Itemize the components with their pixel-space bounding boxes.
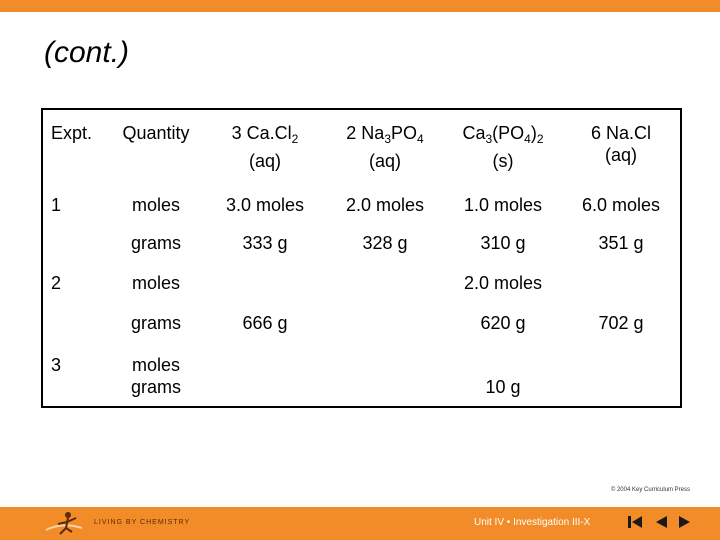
cell-nacl: 702 g [598,313,644,333]
skip-to-start-icon[interactable] [626,514,644,530]
cell-quantity: moles [131,355,180,375]
table-row [42,312,681,354]
cell-ca3po42: 620 g [480,313,526,333]
cell-cacl2: 333 g [242,233,288,253]
previous-icon[interactable] [652,514,670,530]
table-row [42,272,681,312]
table-row [42,376,681,407]
cell-na3po4 [326,354,444,376]
cell-cacl2 [204,272,326,312]
table-row [42,194,681,232]
cell-nacl [562,376,681,407]
header-na3po4: 2 $Na_3PO_4$ (aq) [346,123,424,171]
chemistry-data-table [41,108,682,408]
cell-na3po4: 2.0 moles [345,195,425,215]
copyright-notice: © 2004 Key Curriculum Press [610,487,690,493]
logo-text: LIVING BY CHEMISTRY [94,519,191,526]
table-header-row [42,109,681,194]
cell-quantity: grams [130,377,181,397]
next-icon[interactable] [676,514,694,530]
header-quantity: Quantity [122,123,190,143]
cell-quantity: grams [130,313,181,333]
table-row [42,232,681,272]
cell-cacl2 [204,376,326,407]
cell-cacl2 [204,354,326,376]
cell-nacl [562,354,681,376]
cell-ca3po42: 310 g [480,233,526,253]
cell-na3po4 [326,376,444,407]
header-nacl: 6 Na.Cl (aq) [590,123,652,165]
cell-nacl [562,272,681,312]
unit-navigation-label: Unit IV • Investigation III-X [474,517,591,528]
cell-ca3po42: 1.0 moles [463,195,543,215]
cell-expt [42,312,108,354]
cell-expt: 2 [51,273,62,293]
cell-na3po4 [326,272,444,312]
cell-na3po4: 328 g [362,233,408,253]
header-cacl2: 3 $Ca.Cl_2$ (aq) [231,123,299,171]
top-accent-bar [0,0,720,12]
header-ca3po42: $Ca_3(PO_4)_2$ (s) [462,123,544,171]
cell-expt [42,376,108,407]
cell-nacl: 351 g [598,233,644,253]
cell-quantity: moles [131,273,180,293]
header-expt: Expt. [51,123,93,143]
cell-cacl2: 3.0 moles [225,195,305,215]
cell-quantity: grams [130,233,181,253]
slide-title: (cont.) [44,36,130,69]
cell-cacl2: 666 g [242,313,288,333]
cell-ca3po42: 10 g [485,377,521,397]
cell-quantity: moles [131,195,180,215]
cell-ca3po42: 2.0 moles [463,273,543,293]
table-row [42,354,681,376]
cell-expt: 1 [51,195,62,215]
cell-na3po4 [326,312,444,354]
cell-expt: 3 [51,355,62,375]
cell-expt [42,232,108,272]
cell-nacl: 6.0 moles [581,195,661,215]
cell-ca3po42 [444,354,562,376]
